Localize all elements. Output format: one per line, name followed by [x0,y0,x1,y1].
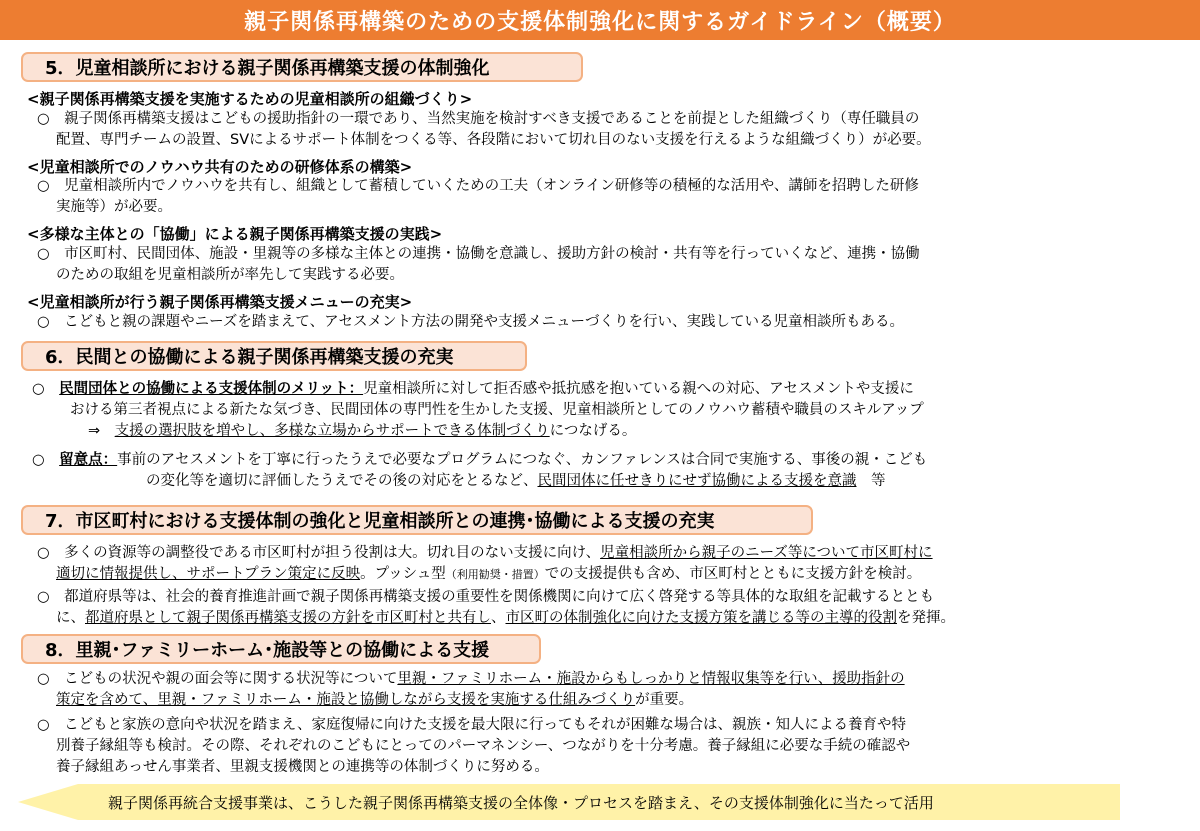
sec7-p2-u1: 都道府県として親子関係再構築支援の方針を市区町村と共有し [85,610,491,626]
sec8-p1-b: が重要。 [635,692,694,708]
sec5-p1-line1: ○ 親子関係再構築支援はこどもの援助指針の一環であり、当然実施を検討すべき支援であることを前提とした組織づくり（専任職員の [37,111,920,127]
sec7-p1-small: （利用勧奨・措置） [445,568,545,581]
note-label: 留意点： [59,452,118,468]
sec8-p2-line3: 養子縁組あっせん事業者、里親支援機関との連携等の体制づくりに努める。 [56,759,549,775]
sec8-p1-line2 [56,689,693,711]
note-text-2u: 民間団体に任せきりにせず協働による支援を意識 [537,473,857,489]
note-text-1: 事前のアセスメントを丁寧に行ったうえで必要なプログラムにつなぐ、カンファレンスは合同で実施する、事後の親・こども [117,452,928,468]
bullet: ○ [32,452,45,468]
sec5-p3-line1: ○ 市区町村、民間団体、施設・里親等の多様な主体との連携・協働を意識し、援助方針の検討・共有等を行っていくなど、連携・協働 [37,246,920,262]
page-title: 親子関係再構築のための支援体制強化に関するガイドライン（概要） [0,0,1200,40]
merit-text-1: 児童相談所に対して拒否感や抵抗感を抱いている親への対応、アセスメントや支援に [363,381,914,397]
sec7-p1-line2 [56,563,921,586]
sec5-p2-line2: 実施等）が必要。 [56,199,172,215]
sec5-p4-line1: ○ こどもと親の課題やニーズを踏まえて、アセスメント方法の開発や支援メニューづくりを行い、実践している児童相談所もある。 [37,314,904,330]
sec7-p1-u1: 児童相談所から親子のニーズ等について市区町村に [600,545,933,561]
merit-label: 民間団体との協働による支援体制のメリット： [59,381,364,397]
sec7-p2-a: に、 [56,610,85,626]
note-text-2b: 等 [856,473,886,489]
sec5-sub-4: <児童相談所が行う親子関係再構築支援メニューの充実> [27,293,413,311]
sec8-p2-line2: 別養子縁組等も検討。その際、それぞれのこどもにとってのパーマネンシー、つながりを十分考慮。養子縁組に必要な手続の確認や [56,738,911,754]
sec7-p2-line2 [56,607,955,629]
merit-arrow-tail: につなげる。 [549,423,637,439]
sec6-merit-line1 [32,378,914,400]
sec5-sub-3: <多様な主体との「協働」による親子関係再構築支援の実践> [27,225,443,243]
sec7-p2-u2: 市区町の体制強化に向けた支援方策を講じる等の主導的役割 [505,610,897,626]
section-7-heading: 7．市区町村における支援体制の強化と児童相談所との連携･協働による支援の充実 [21,505,813,535]
sec6-merit-line3 [88,420,636,442]
sec5-p3-line2: のための取組を児童相談所が率先して実践する必要。 [56,267,404,283]
sec8-p1-a: ○ こどもの状況や親の面会等に関する状況等について [37,671,398,687]
sec7-p2-b: 、 [491,610,506,626]
sec7-p1-a: ○ 多くの資源等の調整役である市区町村が担う役割は大。切れ目のない支援に向け、 [37,545,601,561]
footer-banner [18,784,1120,820]
merit-arrow-underlined: 支援の選択肢を増やし、多様な立場からサポートできる体制づくり [114,423,550,439]
sec8-p2-line1: ○ こどもと家族の意向や状況を踏まえ、家庭復帰に向けた支援を最大限に行ってもそれが困難な場合は、親族・知人による養育や特 [37,717,907,733]
sec5-sub-1: <親子関係再構築支援を実施するための児童相談所の組織づくり> [27,90,473,108]
sec7-p1-u2: 適切に情報提供し、サポートプラン策定に反映 [56,566,361,582]
sec7-p1-c: での支援提供も含め、市区町村とともに支援方針を検討。 [544,566,922,582]
sec7-p2-line1: ○ 都道府県等は、社会的養育推進計画で親子関係再構築支援の重要性を関係機関に向けて広く啓発する等具体的な取組を記載するととも [37,589,935,605]
sec8-p1-line1 [37,668,905,690]
bullet: ○ [32,381,45,397]
sec5-sub-2: <児童相談所でのノウハウ共有のための研修体系の構築> [27,158,413,176]
footer-banner-text: 親子関係再統合支援事業は、こうした親子関係再構築支援の全体像・プロセスを踏まえ、その支援体制強化に当たって活用 [108,793,934,812]
section-8-heading: 8．里親･ファミリーホーム･施設等との協働による支援 [21,634,541,664]
sec5-p2-line1: ○ 児童相談所内でノウハウを共有し、組織として蓄積していくための工夫（オンライン研修等の積極的な活用や、講師を招聘した研修 [37,178,919,194]
section-5-heading: 5．児童相談所における親子関係再構築支援の体制強化 [21,52,583,82]
sec7-p1-line1 [37,542,933,564]
arrow-icon: ⇒ [88,423,101,439]
sec8-p1-u2: 策定を含めて、里親・ファミリホーム・施設と協働しながら支援を実施する仕組みづくり [56,692,636,708]
sec7-p1-b: 。プッシュ型 [360,566,446,582]
sec6-merit-line2: おける第三者視点による新たな気づき、民間団体の専門性を生かした支援、児童相談所としてのノウハウ蓄積や職員のスキルアップ [70,402,924,418]
section-6-heading: 6．民間との協働による親子関係再構築支援の充実 [21,341,527,371]
sec6-note-line2 [146,470,886,492]
sec6-note-line1 [32,449,927,471]
sec7-p2-c: を発揮。 [897,610,955,626]
sec8-p1-u1: 里親・ファミリホーム・施設からもしっかりと情報収集等を行い、援助指針の [397,671,905,687]
sec5-p1-line2: 配置、専門チームの設置、SVによるサポート体制をつくる等、各段階において切れ目のない支援を行えるような組織づくり）が必要。 [56,132,931,148]
note-text-2a: の変化等を適切に評価したうえでその後の対応をとるなど、 [146,473,538,489]
